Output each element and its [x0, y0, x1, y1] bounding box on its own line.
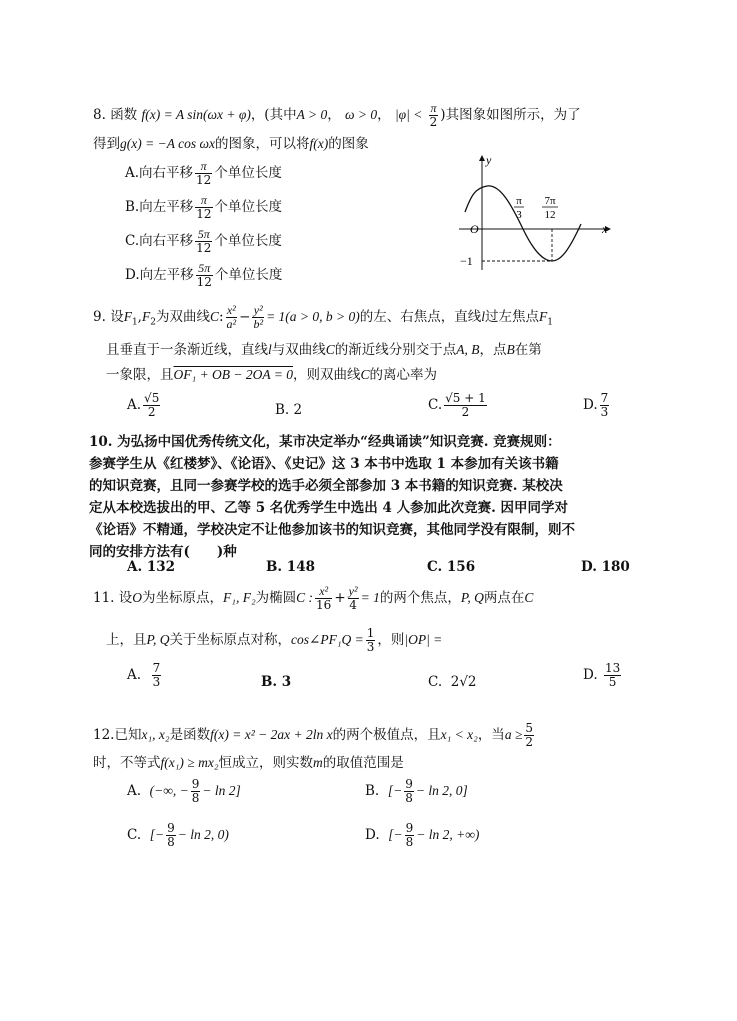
q10-line: 的知识竞赛，且同一参赛学校的选手必须全部参加 3 本书籍的知识竞赛. 某校决: [89, 478, 563, 494]
fraction-numerator: 9: [191, 777, 200, 791]
q9-subscript: 1: [547, 317, 554, 328]
q11-equation: = 1: [360, 590, 380, 605]
fraction-numerator: 7: [152, 661, 161, 675]
fraction-numerator: π: [430, 101, 437, 115]
q11-points: P, Q: [460, 590, 484, 605]
q11-cosine: cos∠PF₁Q =: [291, 632, 364, 647]
tick-7pi-over-12-den: 12: [544, 209, 556, 221]
fraction-numerator: √5: [144, 391, 160, 405]
fraction-numerator: x²: [315, 585, 332, 599]
q9-option-c: [428, 392, 489, 419]
option-fraction: [191, 778, 201, 805]
q9-line2: [106, 340, 542, 360]
q9-curve-name: C: [209, 309, 219, 324]
q9-text: 与双曲线: [271, 342, 326, 358]
q12-option-a: [127, 778, 241, 805]
fraction-denominator: 12: [196, 275, 212, 289]
option-label: C.: [125, 233, 140, 249]
fraction-denominator: 8: [405, 791, 413, 805]
q10-option-d: D. 180: [581, 559, 630, 575]
q8-option-c: [125, 228, 282, 255]
q12-text: 已知: [114, 727, 142, 743]
q8-text: 的图象，可以将: [214, 136, 310, 152]
fraction-denominator: 16: [316, 598, 332, 612]
q9-focus: F: [539, 309, 548, 324]
q9-operator: −: [239, 309, 251, 325]
q12-text: 恒成立，则实数: [218, 755, 314, 771]
q11-text: 关于坐标原点对称，: [169, 632, 292, 648]
q8-option-b: [125, 194, 282, 221]
fraction-denominator: 12: [196, 173, 212, 187]
q9-fraction-x: [226, 304, 238, 331]
q12-text: 时，不等式: [93, 755, 161, 771]
option-label: C.: [127, 827, 142, 843]
q8-text: 得到: [93, 136, 120, 152]
q12-option-d: [365, 822, 479, 849]
fraction-denominator: 3: [600, 405, 609, 419]
option-interval: [−: [149, 827, 165, 842]
fraction-numerator: 7: [600, 391, 609, 405]
fraction-numerator: 5π: [195, 228, 212, 242]
option-fraction: [143, 392, 160, 419]
fraction-denominator: a²: [226, 317, 237, 331]
q11-option-a: [127, 662, 163, 689]
q11-foci: F₁, F₂: [223, 590, 256, 605]
option-fraction: [604, 662, 621, 689]
fraction-denominator: 3: [152, 675, 161, 689]
option-label: A.: [127, 783, 142, 799]
fraction-numerator: 5: [525, 721, 533, 735]
option-label: B.: [275, 402, 290, 418]
fraction-denominator: 4: [349, 598, 357, 612]
q10-option-c: C. 156: [427, 559, 476, 575]
q8-condition: |φ| <: [394, 107, 423, 122]
fraction-numerator: x²: [226, 303, 236, 317]
option-text: 向右平移: [139, 233, 194, 249]
q12-line2: [93, 753, 404, 773]
q12-fraction: [524, 722, 534, 749]
option-interval: (−∞, −: [149, 783, 189, 798]
option-label: A.: [127, 397, 142, 413]
fraction-numerator: 9: [405, 777, 413, 791]
q12-inequality: f(x₁) ≥ mx₂: [160, 755, 219, 770]
q8-target-function: g(x) = −A cos ωx: [120, 136, 215, 151]
q11-text: 为椭圆: [255, 590, 297, 606]
origin-label: O: [470, 222, 479, 236]
q11-fraction: [366, 627, 376, 654]
q10-option-a: A. 132: [127, 559, 176, 575]
fraction-denominator: 12: [196, 207, 212, 221]
tick-pi-over-3-den: 3: [516, 209, 522, 221]
q11-abs-op: |OP| =: [404, 632, 443, 647]
option-interval: [−: [387, 783, 403, 798]
option-label: D.: [583, 397, 598, 413]
q11-text: 为坐标原点，: [142, 590, 224, 606]
option-fraction: [600, 392, 610, 419]
q12-number: 12.: [93, 727, 115, 743]
q12-text: ，当: [477, 727, 505, 743]
y-axis-label: y: [486, 153, 492, 167]
q9-text: :: [218, 309, 224, 325]
option-fraction: [405, 822, 415, 849]
q11-text: 两点在: [483, 590, 525, 606]
q12-inequality: x₁ < x₂: [440, 727, 478, 742]
option-label: D.: [125, 267, 140, 283]
q11-line1: [93, 585, 533, 612]
option-interval: − ln 2, 0): [177, 827, 229, 842]
option-interval: − ln 2]: [202, 783, 241, 798]
q8-text: ，: [377, 107, 391, 123]
option-interval: − ln 2, 0]: [415, 783, 468, 798]
option-fraction: [404, 778, 414, 805]
q9-line-l: l: [481, 309, 486, 324]
q11-number: 11.: [93, 590, 115, 606]
option-text: 个单位长度: [214, 199, 282, 215]
q9-line-l: l: [268, 342, 272, 357]
fraction-numerator: 9: [167, 821, 175, 835]
q8-function-ref: f(x): [309, 136, 329, 151]
option-text: 向左平移: [139, 199, 194, 215]
fraction-denominator: 2: [525, 735, 533, 749]
q9-subscript: 2: [150, 317, 156, 328]
q9-text: ，则双曲线: [293, 367, 361, 383]
q12-extrema: x₁, x₂: [141, 727, 170, 742]
q11-text: ，则: [377, 632, 405, 648]
option-fraction: [196, 262, 213, 289]
fraction-denominator: 3: [366, 640, 375, 654]
q10-line: 同的安排方法有( )种: [89, 544, 237, 560]
min-value-label: −1: [460, 254, 473, 268]
option-label: C.: [428, 674, 443, 690]
q9-focus: F: [123, 309, 132, 324]
q11-line2: [106, 627, 442, 654]
fraction-denominator: 2: [429, 115, 438, 129]
q11-fraction-y: [348, 585, 359, 612]
option-fraction: [195, 160, 212, 187]
fraction-numerator: √5 + 1: [445, 391, 486, 405]
q12-param-m: m: [313, 755, 323, 770]
q11-option-c: [428, 672, 477, 692]
q11-text: 设: [118, 590, 133, 606]
q12-line1: [93, 722, 536, 749]
q9-text: 过左焦点: [485, 309, 540, 325]
q9-text: 的离心率为: [369, 367, 438, 383]
option-fraction: [444, 392, 487, 419]
q9-fraction-y: [252, 304, 264, 331]
q11-curve-name: C: [524, 590, 534, 605]
q9-text: 设: [110, 309, 124, 325]
q9-text: 且垂直于一条渐近线，直线: [106, 342, 268, 358]
fraction-denominator: 12: [196, 241, 212, 255]
q9-text: 的左、右焦点，直线: [359, 309, 482, 325]
option-value: 2√2: [450, 674, 477, 690]
fraction-numerator: y²: [348, 584, 358, 598]
q9-option-d: [583, 392, 611, 419]
q9-option-b: [275, 400, 302, 420]
option-fraction: [152, 662, 162, 689]
q8-text: ，: [327, 107, 341, 123]
q12-text: 的两个极值点，且: [332, 727, 441, 743]
q11-option-b: B. 3: [261, 674, 292, 690]
q12-option-c: [127, 822, 229, 849]
q8-graph: [455, 150, 625, 275]
q12-text: 是函数: [169, 727, 211, 743]
q11-points: P, Q: [146, 632, 170, 647]
option-text: 个单位长度: [214, 267, 283, 283]
q9-curve-name: C: [325, 342, 335, 357]
q8-function: f(x) = A sin(ωx + φ): [141, 107, 251, 122]
x-axis-label: x: [602, 222, 608, 236]
fraction-denominator: b²: [253, 317, 264, 331]
q9-line3: [106, 365, 437, 385]
q8-text: ，(其中: [250, 107, 297, 123]
option-fraction: [195, 194, 212, 221]
q8-line1: [93, 102, 581, 129]
fraction-numerator: π: [195, 160, 212, 174]
option-label: C.: [428, 397, 443, 413]
q9-points: A, B: [456, 342, 480, 357]
q11-text: 的两个焦点，: [379, 590, 461, 606]
option-interval: [−: [388, 827, 403, 842]
q9-equation: = 1(a > 0, b > 0): [266, 309, 360, 324]
q9-point-b: B: [506, 342, 515, 357]
q9-option-a: [127, 392, 162, 419]
option-label: B.: [365, 783, 380, 799]
q8-text: )其图象如图所示，为了: [440, 107, 581, 123]
q11-origin: O: [132, 590, 143, 605]
q8-condition: ω > 0: [345, 107, 378, 122]
fraction-denominator: 8: [405, 835, 414, 849]
q9-text: 为双曲线: [155, 309, 210, 325]
q12-text: 的取值范围是: [322, 755, 404, 771]
option-text: 向左平移: [139, 267, 194, 283]
fraction-denominator: 2: [147, 405, 156, 419]
q9-curve-name: C: [360, 367, 370, 382]
tick-pi-over-3-num: π: [516, 195, 522, 207]
q9-text: 在第: [514, 342, 542, 358]
option-label: D.: [583, 667, 598, 683]
q10-line: 10. 为弘扬中国优秀传统文化，某市决定举办“经典诵读”知识竞赛. 竞赛规则：: [89, 434, 561, 450]
option-interval: − ln 2, +∞): [416, 827, 480, 842]
q11-curve-name: C :: [296, 590, 314, 605]
q9-vector-equation: OF₁ + OB − 2OA = 0: [173, 367, 294, 382]
option-label: B.: [125, 199, 140, 215]
fraction-numerator: π: [195, 194, 212, 208]
fraction-denominator: 2: [461, 405, 470, 419]
fraction-denominator: 8: [191, 791, 200, 805]
q8-text: 的图象: [328, 136, 369, 152]
q8-text: 函数: [110, 107, 138, 123]
fraction-numerator: 9: [405, 821, 414, 835]
q11-operator: +: [334, 590, 346, 606]
q9-text: 一象限，且: [106, 367, 174, 383]
q9-text: ，点: [479, 342, 507, 358]
option-label: D.: [365, 827, 380, 843]
option-label: A.: [125, 165, 140, 181]
q10-option-b: B. 148: [266, 559, 315, 575]
fraction-numerator: y²: [253, 303, 263, 317]
fraction-denominator: 5: [608, 675, 617, 689]
q9-line1: 9. 设$F_1,F_2$为双曲线C: $\frac{\text{x²}}{\text{a²}}$ − $\frac{\text{y²}}{\text{b²}}$ = 1(a > 0, b > 0)的左、右焦点，直线l过左焦点$F_1$: [93, 303, 554, 331]
fraction-denominator: 8: [167, 835, 175, 849]
q9-number: 9.: [93, 309, 106, 325]
q11-option-d: [583, 662, 623, 689]
option-fraction: [195, 228, 212, 255]
q8-option-a: [125, 160, 282, 187]
q8-option-d: [125, 262, 282, 289]
fraction-numerator: 1: [366, 626, 375, 640]
fraction-numerator: 5π: [196, 262, 213, 276]
option-text: 向右平移: [139, 165, 194, 181]
q12-function: f(x) = x² − 2ax + 2ln x: [210, 727, 333, 742]
option-fraction: [166, 822, 176, 849]
q11-fraction-x: [315, 585, 332, 612]
q12-condition: a ≥: [504, 727, 523, 742]
option-text: 个单位长度: [214, 165, 282, 181]
q10-line: 定从本校选拔出的甲、乙等 5 名优秀学生中选出 4 人参加此次竞赛. 因甲同学对: [89, 500, 568, 516]
q8-condition: A > 0: [296, 107, 328, 122]
q9-text: 的渐近线分别交于点: [334, 342, 457, 358]
q10-line: 《论语》不精通，学校决定不让他参加该书的知识竞赛，其他同学没有限制，则不: [89, 522, 575, 538]
q11-text: 上，且: [106, 632, 147, 648]
q8-line2: [93, 134, 369, 154]
q8-fraction: [429, 102, 439, 129]
option-text: 个单位长度: [214, 233, 282, 249]
q8-number: 8.: [93, 107, 106, 123]
option-label: A.: [127, 667, 142, 683]
tick-7pi-over-12-num: 7π: [544, 195, 556, 207]
q10-line: 参赛学生从《红楼梦》、《论语》、《史记》这 3 本书中选取 1 本参加有关该书籍: [89, 456, 559, 472]
option-value: 2: [293, 402, 303, 418]
q12-option-b: [365, 778, 468, 805]
q9-focus: F: [141, 309, 151, 324]
fraction-numerator: 13: [604, 661, 621, 675]
q9-subscript: 1: [131, 317, 138, 328]
